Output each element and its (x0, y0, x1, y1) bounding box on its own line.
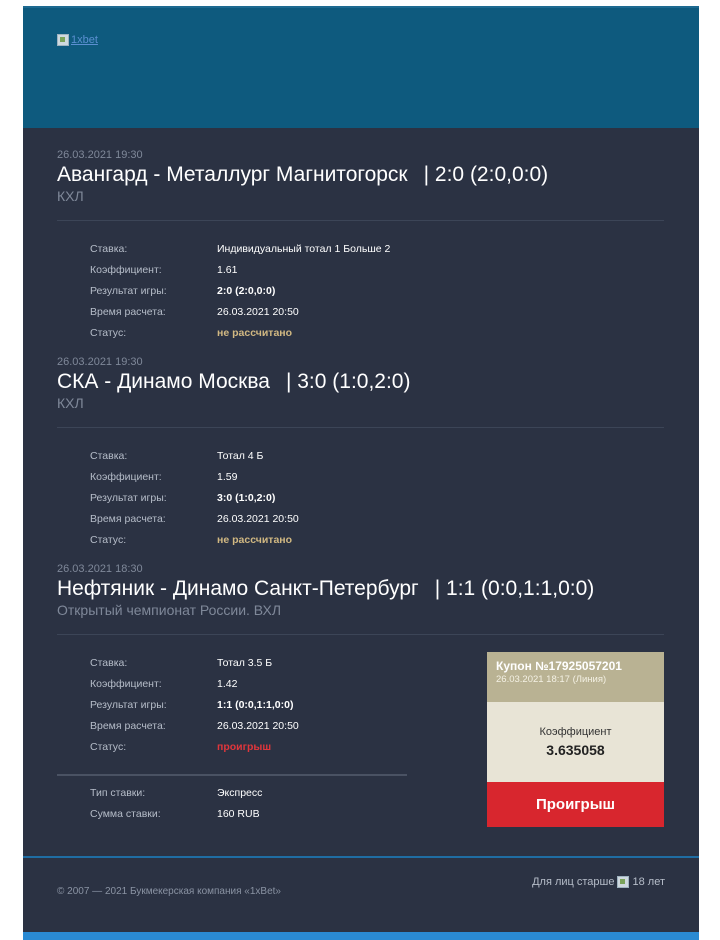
logo-alt-text: 1xbet (71, 34, 98, 46)
event-header (57, 563, 665, 618)
detail-row-calc-time (90, 508, 299, 529)
detail-label: Результат игры: (90, 698, 167, 711)
status-badge: не рассчитано (217, 533, 293, 546)
detail-row-stake (90, 652, 299, 673)
detail-value: Тотал 3.5 Б (217, 656, 273, 669)
detail-value: 3:0 (1:0,2:0) (217, 491, 276, 504)
detail-label: Результат игры: (90, 284, 167, 297)
detail-row-result (90, 694, 299, 715)
detail-value: Тотал 4 Б (217, 449, 264, 462)
event-header (57, 356, 665, 411)
summary-value: Экспресс (217, 786, 263, 799)
detail-row-calc-time (90, 715, 299, 736)
event-header (57, 149, 665, 204)
event-date: 26.03.2021 19:30 (57, 356, 143, 368)
detail-value: Индивидуальный тотал 1 Больше 2 (217, 242, 391, 255)
event-league: КХЛ (57, 188, 84, 204)
coupon-coef-value: 3.635058 (546, 742, 605, 758)
age-text: Для лиц старше (532, 876, 615, 888)
bet-details (90, 652, 299, 757)
coupon-card (487, 652, 664, 827)
detail-value: 26.03.2021 20:50 (217, 512, 299, 525)
detail-label: Статус: (90, 740, 127, 753)
detail-label: Коэффициент: (90, 263, 162, 276)
logo[interactable] (57, 34, 98, 46)
detail-label: Коэффициент: (90, 677, 162, 690)
detail-value: 26.03.2021 20:50 (217, 305, 299, 318)
event-title (57, 163, 665, 187)
detail-label: Время расчета: (90, 512, 166, 525)
header (23, 6, 699, 128)
detail-row-coef (90, 259, 390, 280)
age-value: 18 лет (632, 876, 665, 888)
detail-label: Статус: (90, 533, 127, 546)
age-restriction (532, 876, 665, 888)
event-score: | 3:0 (1:0,2:0) (285, 370, 411, 393)
summary-divider (57, 774, 407, 776)
bet-details (90, 445, 299, 550)
coupon-body (487, 702, 664, 782)
detail-label: Ставка: (90, 242, 128, 255)
event-league: Открытый чемпионат России. ВХЛ (57, 602, 282, 618)
summary-label: Тип ставки: (90, 786, 146, 799)
copyright: © 2007 — 2021 Букмекерская компания «1xBet» (57, 886, 281, 897)
event-date: 26.03.2021 19:30 (57, 149, 143, 161)
summary-label: Сумма ставки: (90, 807, 161, 820)
summary-row-type (90, 782, 262, 803)
event-teams: Нефтяник - Динамо Санкт-Петербург (57, 577, 419, 600)
detail-label: Время расчета: (90, 305, 166, 318)
detail-value: 1.59 (217, 470, 238, 483)
coupon-title: Купон №17925057201 (496, 659, 622, 673)
status-badge: не рассчитано (217, 326, 293, 339)
detail-row-stake (90, 445, 299, 466)
event-teams: СКА - Динамо Москва (57, 370, 270, 393)
detail-row-status (90, 736, 299, 757)
bottom-bar (23, 932, 699, 940)
coupon-coef-label: Коэффициент (539, 726, 612, 738)
event-league: КХЛ (57, 395, 84, 411)
event-title (57, 370, 665, 394)
detail-value: 1.42 (217, 677, 238, 690)
detail-label: Статус: (90, 326, 127, 339)
detail-label: Коэффициент: (90, 470, 162, 483)
event-score: | 2:0 (2:0,0:0) (423, 163, 549, 186)
detail-row-status (90, 322, 390, 343)
bet-summary (90, 782, 262, 824)
bet-history-page (23, 6, 699, 934)
summary-row-sum (90, 803, 262, 824)
detail-value: 1:1 (0:0,1:1,0:0) (217, 698, 294, 711)
detail-row-status (90, 529, 299, 550)
summary-value: 160 RUB (217, 807, 260, 820)
divider (57, 427, 664, 428)
coupon-header (487, 652, 664, 702)
divider (57, 220, 664, 221)
detail-value: 2:0 (2:0,0:0) (217, 284, 276, 297)
broken-image-icon (57, 34, 69, 46)
detail-row-stake (90, 238, 390, 259)
detail-value: 26.03.2021 20:50 (217, 719, 299, 732)
event-score: | 1:1 (0:0,1:1,0:0) (434, 577, 595, 600)
detail-row-result (90, 487, 299, 508)
detail-row-coef (90, 673, 299, 694)
event-date: 26.03.2021 18:30 (57, 563, 143, 575)
status-badge: проигрыш (217, 740, 272, 753)
detail-row-coef (90, 466, 299, 487)
detail-label: Ставка: (90, 449, 128, 462)
detail-label: Время расчета: (90, 719, 166, 732)
divider (57, 634, 664, 635)
coupon-status: Проигрыш (487, 782, 664, 827)
coupon-subtitle: 26.03.2021 18:17 (Линия) (496, 674, 607, 685)
event-teams: Авангард - Металлург Магнитогорск (57, 163, 408, 186)
broken-image-icon (617, 876, 629, 888)
detail-label: Результат игры: (90, 491, 167, 504)
detail-row-result (90, 280, 390, 301)
detail-label: Ставка: (90, 656, 128, 669)
bet-details (90, 238, 390, 343)
event-title (57, 577, 665, 601)
footer-divider (23, 856, 699, 858)
detail-row-calc-time (90, 301, 390, 322)
detail-value: 1.61 (217, 263, 238, 276)
